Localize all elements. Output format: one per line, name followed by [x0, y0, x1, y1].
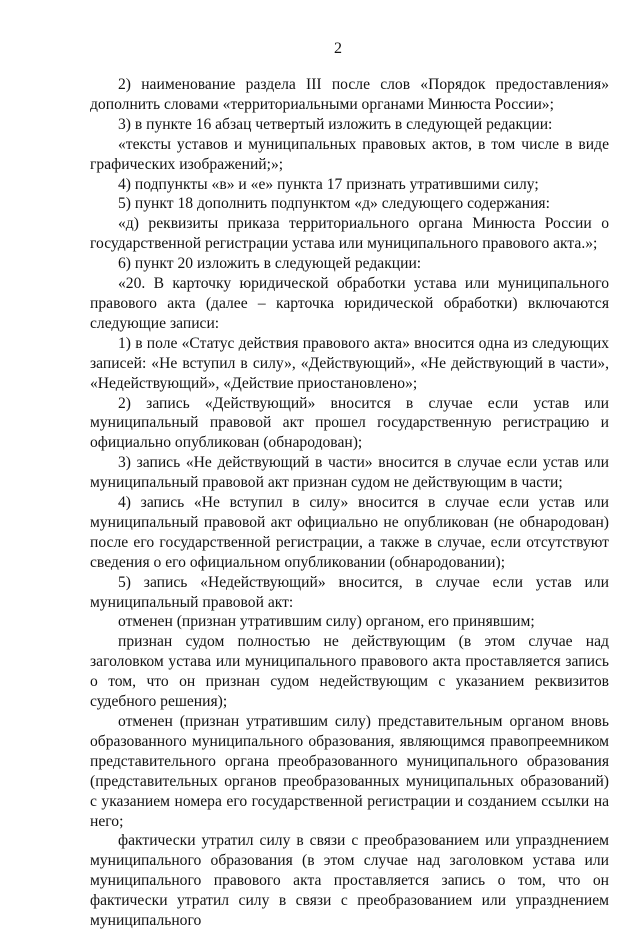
- paragraph: 4) запись «Не вступил в силу» вносится в случае если устав или муниципальный правовой акт официально не опубликован (не обнародован) после его государственной регистрации, а также в случае, если отсутствуют сведения о его официальном опубликовании (обнародовании);: [90, 494, 609, 571]
- paragraph: «д) реквизиты приказа территориального органа Минюста России о государственной регистрации устава или муниципального правового акта.»;: [90, 215, 609, 253]
- paragraph: 2) наименование раздела III после слов «Порядок предоставления» дополнить словами «территориальными органами Минюста России»;: [90, 76, 609, 113]
- paragraph: «тексты уставов и муниципальных правовых актов, в том числе в виде графических изображений;»;: [90, 135, 609, 173]
- document-body: [90, 75, 609, 931]
- paragraph: 6) пункт 20 изложить в следующей редакции:: [118, 255, 422, 273]
- paragraph: 2) запись «Действующий» вносится в случае если устав или муниципальный правовой акт прошел государственную регистрацию и официально опубликован (обнародован);: [90, 394, 609, 452]
- paragraph: 3) в пункте 16 абзац четвертый изложить в следующей редакции:: [118, 115, 553, 133]
- paragraph-continued: фактически утратил силу в связи с преобразованием или упразднением муниципального образования (в этом случае над заголовком устава или муниципального правового акта проставляется запись о том, что он фактически утратил силу в связи с преобразованием или упразднением муниципального: [90, 832, 609, 930]
- paragraph: отменен (признан утратившим силу) органом, его принявшим;: [118, 613, 535, 631]
- paragraph: «20. В карточку юридической обработки устава или муниципального правового акта (далее – карточка юридической обработки) включаются следующие записи:: [90, 275, 609, 332]
- paragraph: отменен (признан утратившим силу) представительным органом вновь образованного муниципального образования, являющимся правопреемником представительного органа преобразованного муниципального образования (представительных органов преобразованных муниципальных образований) с указанием номера его государственной регистрации и созданием ссылки на него;: [90, 713, 609, 830]
- page-number: 2: [334, 40, 342, 57]
- paragraph: 5) запись «Недействующий» вносится, в случае если устав или муниципальный правовой акт:: [90, 573, 609, 611]
- paragraph: признан судом полностью не действующим (в этом случае над заголовком устава или муниципального правового акта проставляется запись о том, что он признан судом недействующим с указанием реквизитов судебного решения);: [90, 633, 609, 711]
- paragraph: 5) пункт 18 дополнить подпунктом «д» следующего содержания:: [118, 195, 550, 213]
- paragraph: 4) подпункты «в» и «е» пункта 17 признать утратившими силу;: [118, 175, 539, 193]
- paragraph: 1) в поле «Статус действия правового акта» вносится одна из следующих записей: «Не вступил в силу», «Действующий», «Не действующий в части», «Недействующий», «Действие приостановлено»;: [90, 334, 609, 392]
- paragraph: 3) запись «Не действующий в части» вносится в случае если устав или муниципальный правовой акт признан судом не действующим в части;: [90, 454, 609, 492]
